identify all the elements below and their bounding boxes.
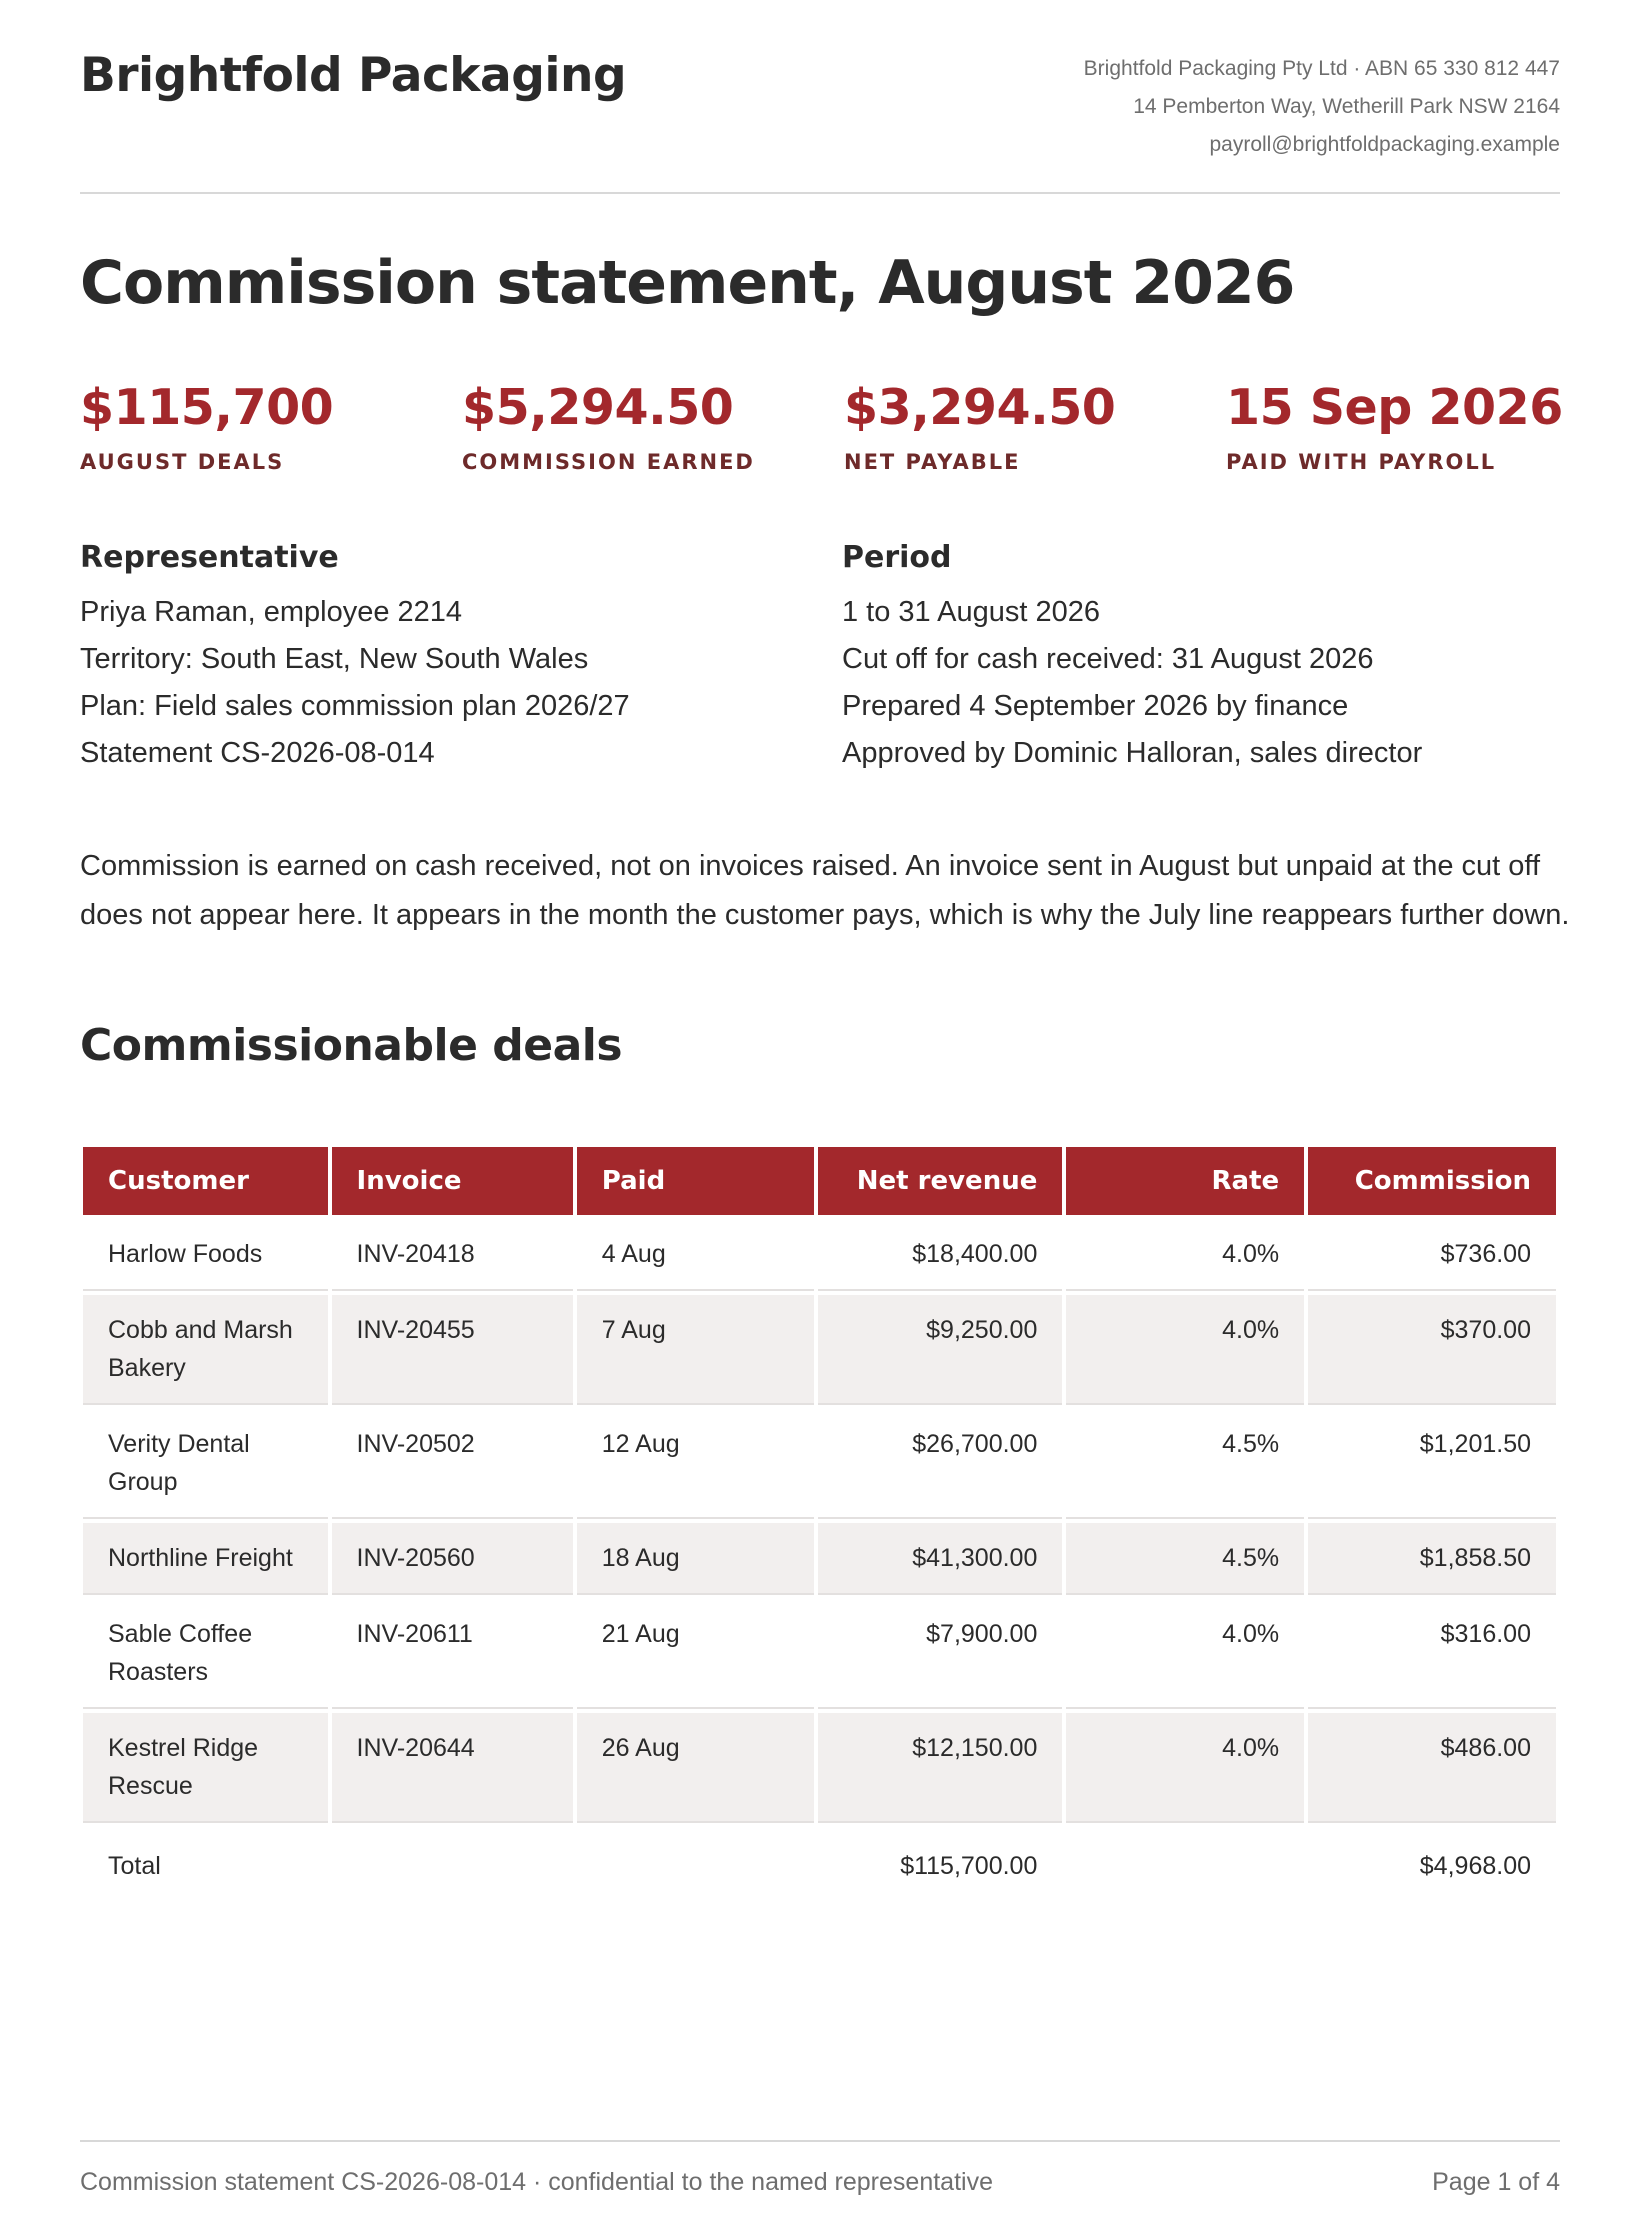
period-dates: 1 to 31 August 2026 bbox=[842, 596, 1100, 628]
cell-paid: 7 Aug bbox=[577, 1295, 814, 1405]
cell-paid: 12 Aug bbox=[577, 1409, 814, 1519]
table-row bbox=[83, 1599, 1556, 1709]
page-number: Page 1 of 4 bbox=[1432, 2168, 1560, 2196]
cell-invoice: INV-20455 bbox=[332, 1295, 573, 1405]
page-footer bbox=[80, 2140, 1560, 2197]
cell-net-revenue: $12,150.00 bbox=[818, 1713, 1062, 1823]
total-empty-cell bbox=[577, 1827, 814, 1901]
table-row bbox=[83, 1409, 1556, 1519]
cell-invoice: INV-20644 bbox=[332, 1713, 573, 1823]
cell-rate: 4.5% bbox=[1066, 1523, 1304, 1595]
column-header-rate: Rate bbox=[1066, 1147, 1304, 1215]
table-row bbox=[83, 1295, 1556, 1405]
table-row bbox=[83, 1523, 1556, 1595]
company-brand: Brightfold Packaging bbox=[80, 48, 627, 103]
cell-net-revenue: $26,700.00 bbox=[818, 1409, 1062, 1519]
cell-invoice: INV-20611 bbox=[332, 1599, 573, 1709]
total-label: Total bbox=[108, 1852, 161, 1880]
cell-invoice: INV-20418 bbox=[332, 1219, 573, 1291]
company-email-line: payroll@brightfoldpackaging.example bbox=[1209, 133, 1560, 156]
cell-commission: $736.00 bbox=[1308, 1219, 1556, 1291]
cell-net-revenue: $18,400.00 bbox=[818, 1219, 1062, 1291]
cell-paid: 4 Aug bbox=[577, 1219, 814, 1291]
representative-heading: Representative bbox=[80, 540, 339, 575]
kpi-label: NET PAYABLE bbox=[844, 450, 1021, 474]
kpi-value: $115,700 bbox=[80, 379, 334, 436]
commission-note: Commission is earned on cash received, not on invoices raised. An invoice sent in August but unpaid at the cut off does not appear here. It appears in the month the customer pays, which is why the July line reappears further down. bbox=[80, 850, 1570, 931]
column-header-net-revenue: Net revenue bbox=[818, 1147, 1062, 1215]
period-cutoff: Cut off for cash received: 31 August 2026 bbox=[842, 643, 1374, 675]
table-header-row bbox=[83, 1147, 1556, 1215]
kpi-value: 15 Sep 2026 bbox=[1226, 379, 1563, 436]
total-empty-cell bbox=[332, 1827, 573, 1901]
cell-commission: $1,201.50 bbox=[1308, 1409, 1556, 1519]
cell-paid: 18 Aug bbox=[577, 1523, 814, 1595]
column-header-commission: Commission bbox=[1308, 1147, 1556, 1215]
representative-plan: Plan: Field sales commission plan 2026/27 bbox=[80, 690, 630, 722]
cell-rate: 4.0% bbox=[1066, 1219, 1304, 1291]
deals-table bbox=[79, 1143, 1560, 1905]
cell-customer: Kestrel Ridge Rescue bbox=[83, 1713, 328, 1823]
table-row bbox=[83, 1219, 1556, 1291]
cell-customer: Sable Coffee Roasters bbox=[83, 1599, 328, 1709]
cell-net-revenue: $41,300.00 bbox=[818, 1523, 1062, 1595]
cell-paid: 21 Aug bbox=[577, 1599, 814, 1709]
kpi-value: $3,294.50 bbox=[844, 379, 1116, 436]
statement-page bbox=[80, 0, 1570, 2240]
kpi-label: AUGUST DEALS bbox=[80, 450, 285, 474]
representative-block bbox=[80, 540, 780, 777]
kpi-paid-with-payroll bbox=[1226, 378, 1596, 474]
cell-rate: 4.0% bbox=[1066, 1713, 1304, 1823]
cell-net-revenue: $9,250.00 bbox=[818, 1295, 1062, 1405]
period-block bbox=[842, 540, 1542, 777]
page-title: Commission statement, August 2026 bbox=[80, 248, 1295, 318]
period-approved: Approved by Dominic Halloran, sales director bbox=[842, 737, 1423, 769]
column-header-customer: Customer bbox=[83, 1147, 328, 1215]
representative-name: Priya Raman, employee 2214 bbox=[80, 596, 463, 628]
cell-customer: Cobb and Marsh Bakery bbox=[83, 1295, 328, 1405]
total-net-revenue: $115,700.00 bbox=[900, 1852, 1038, 1880]
cell-rate: 4.5% bbox=[1066, 1409, 1304, 1519]
deals-heading: Commissionable deals bbox=[80, 1020, 623, 1071]
kpi-value: $5,294.50 bbox=[462, 379, 734, 436]
total-commission: $4,968.00 bbox=[1419, 1852, 1531, 1880]
period-prepared: Prepared 4 September 2026 by finance bbox=[842, 690, 1349, 722]
company-details bbox=[1084, 50, 1560, 164]
cell-customer: Verity Dental Group bbox=[83, 1409, 328, 1519]
column-header-invoice: Invoice bbox=[332, 1147, 573, 1215]
cell-invoice: INV-20560 bbox=[332, 1523, 573, 1595]
column-header-paid: Paid bbox=[577, 1147, 814, 1215]
total-empty-cell bbox=[1066, 1827, 1304, 1901]
cell-rate: 4.0% bbox=[1066, 1295, 1304, 1405]
cell-commission: $370.00 bbox=[1308, 1295, 1556, 1405]
cell-commission: $1,858.50 bbox=[1308, 1523, 1556, 1595]
cell-customer: Northline Freight bbox=[83, 1523, 328, 1595]
table-total-row bbox=[83, 1827, 1556, 1901]
kpi-commission-earned bbox=[462, 378, 832, 474]
cell-net-revenue: $7,900.00 bbox=[818, 1599, 1062, 1709]
representative-statement-id: Statement CS-2026-08-014 bbox=[80, 737, 435, 769]
company-address-line: 14 Pemberton Way, Wetherill Park NSW 2164 bbox=[1133, 95, 1560, 118]
summary-figures bbox=[80, 378, 1600, 478]
kpi-label: COMMISSION EARNED bbox=[462, 450, 755, 474]
footer-statement-text: Commission statement CS-2026-08-014 · confidential to the named representative bbox=[80, 2168, 993, 2196]
kpi-label: PAID WITH PAYROLL bbox=[1226, 450, 1497, 474]
cell-invoice: INV-20502 bbox=[332, 1409, 573, 1519]
cell-paid: 26 Aug bbox=[577, 1713, 814, 1823]
cell-commission: $316.00 bbox=[1308, 1599, 1556, 1709]
period-heading: Period bbox=[842, 540, 952, 575]
cell-rate: 4.0% bbox=[1066, 1599, 1304, 1709]
cell-customer: Harlow Foods bbox=[83, 1219, 328, 1291]
representative-territory: Territory: South East, New South Wales bbox=[80, 643, 589, 675]
kpi-net-payable bbox=[844, 378, 1214, 474]
letterhead bbox=[80, 48, 1560, 194]
kpi-august-deals bbox=[80, 378, 450, 474]
cell-commission: $486.00 bbox=[1308, 1713, 1556, 1823]
company-legal-line: Brightfold Packaging Pty Ltd · ABN 65 330 812 447 bbox=[1083, 57, 1560, 80]
table-row bbox=[83, 1713, 1556, 1823]
